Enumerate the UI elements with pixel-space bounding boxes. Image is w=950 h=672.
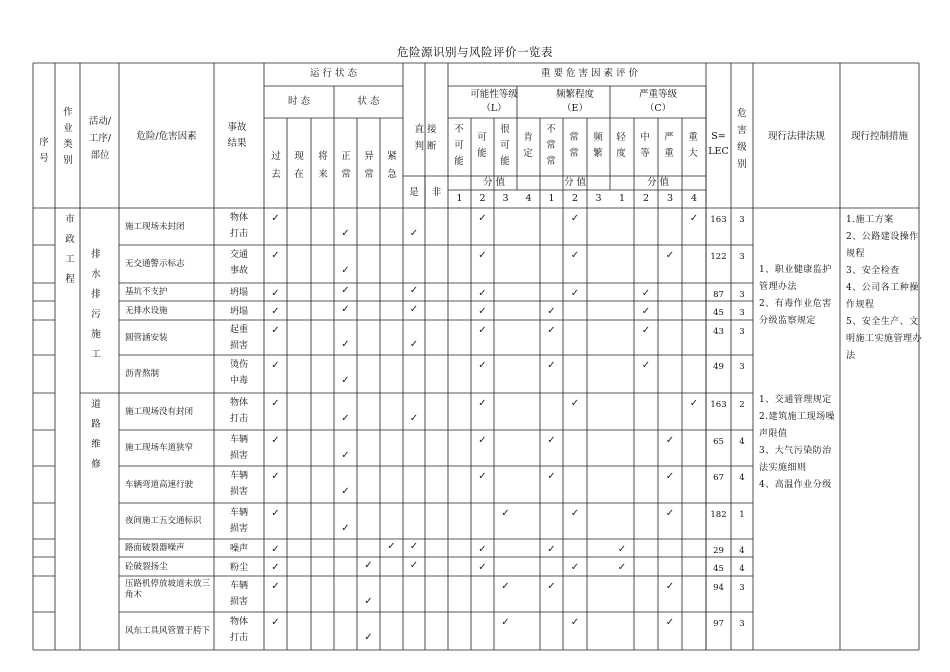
check-state: ✓	[364, 560, 373, 571]
header-s-lec-2: LEC	[708, 146, 729, 157]
check-C: ✓	[665, 617, 675, 628]
check-time: ✓	[271, 581, 280, 592]
header-activity: 活动/ 工序/ 部位	[88, 116, 112, 161]
check-L: ✓	[478, 435, 487, 446]
row-hazard: 压路机停放坡道未放三角木	[125, 579, 211, 600]
header-yes: 是	[409, 187, 419, 198]
header-score-num: 2	[642, 193, 650, 204]
check-L: ✓	[478, 325, 487, 336]
header-laws: 现行法律法规	[767, 131, 825, 142]
check-L: ✓	[478, 398, 487, 409]
check-state: ✓	[387, 541, 396, 552]
check-time: ✓	[271, 398, 280, 409]
row-s-lec: 163	[710, 400, 727, 410]
row-level: 3	[739, 290, 745, 300]
row-hazard: 无交通警示标志	[125, 259, 185, 269]
header-run-state: 运 行 状 态	[309, 68, 358, 79]
header-controls: 现行控制措施	[850, 131, 908, 142]
check-E: ✓	[547, 581, 556, 592]
activity-road: 道 路 维 修	[91, 399, 101, 470]
header-E1: 不 常 常	[546, 124, 556, 167]
row-result: 坍塌	[229, 306, 248, 317]
row-hazard: 无排水设施	[125, 305, 168, 316]
row-s-lec: 87	[713, 290, 724, 300]
header-L4: 肯 定	[523, 132, 533, 159]
check-E: ✓	[547, 471, 556, 482]
row-result: 噪声	[229, 544, 248, 554]
row-hazard: 圆管涵安装	[125, 332, 168, 343]
check-E: ✓	[570, 250, 580, 261]
header-score-num: 4	[525, 193, 532, 204]
check-state: ✓	[341, 265, 350, 276]
row-s-lec: 45	[713, 564, 724, 574]
header-E2: 常 常	[569, 132, 579, 159]
row-hazard: 沥青熬制	[125, 369, 160, 379]
check-direct-yes: ✓	[409, 228, 419, 239]
header-E-code: （E）	[562, 103, 588, 114]
check-time: ✓	[271, 435, 280, 446]
header-L3: 很 可 能	[500, 124, 510, 167]
check-L: ✓	[478, 288, 487, 299]
header-E3: 频 繁	[593, 132, 603, 159]
row-level: 2	[739, 400, 745, 410]
header-score-num: 1	[618, 193, 626, 204]
header-C4: 重 大	[688, 132, 698, 159]
row-result: 交通 事故	[229, 250, 248, 276]
header-direct: 直 接	[414, 124, 437, 135]
row-result: 物体 打击	[229, 617, 248, 643]
check-direct-yes: ✓	[409, 413, 419, 424]
header-L-title: 可能性等级	[470, 89, 518, 100]
row-level: 4	[739, 546, 745, 556]
check-time: ✓	[271, 288, 280, 299]
row-hazard: 风东工具风管置于胯下	[125, 626, 211, 636]
header-score-E: 分 值	[563, 177, 587, 188]
header-score-num: 2	[571, 193, 579, 204]
check-direct-yes: ✓	[409, 560, 419, 571]
row-result: 粉尘	[229, 562, 248, 573]
row-level: 3	[739, 619, 745, 629]
row-result: 物体 打击	[229, 398, 248, 424]
row-hazard: 夜间施工五交通标识	[125, 516, 202, 526]
check-state: ✓	[364, 596, 373, 607]
header-score-L: 分 值	[482, 177, 506, 188]
header-score-num: 2	[479, 193, 486, 204]
header-s-lec: S=	[711, 131, 726, 142]
laws-group-2: 1、交通管理规定 2.建筑施工现场噪声限值 3、大气污染防治法实施细则 4、高温作业分级	[759, 395, 836, 490]
laws-group-1: 1、职业健康监护管理办法 2、有毒作业危害分级监察规定	[759, 265, 832, 326]
header-direct-2: 判 断	[414, 141, 437, 152]
page-title: 危险源识别与风险评价一览表	[397, 45, 553, 59]
header-present: 现 在	[294, 151, 304, 180]
check-C: ✓	[665, 250, 675, 261]
check-E: ✓	[547, 360, 556, 371]
check-state: ✓	[364, 632, 373, 643]
check-state: ✓	[341, 375, 350, 386]
check-C: ✓	[641, 306, 651, 317]
check-time: ✓	[271, 617, 280, 628]
check-L: ✓	[478, 306, 487, 317]
check-time: ✓	[271, 360, 280, 371]
check-direct-yes: ✓	[409, 339, 419, 350]
header-result: 事故 结果	[227, 122, 247, 149]
check-time: ✓	[271, 306, 280, 317]
check-L: ✓	[478, 360, 487, 371]
header-hazard: 危险/危害因素	[136, 131, 197, 142]
row-s-lec: 45	[713, 308, 724, 318]
row-level: 4	[739, 564, 745, 574]
check-state: ✓	[341, 228, 350, 239]
check-state: ✓	[341, 285, 350, 296]
header-score-num: 1	[548, 193, 555, 204]
check-E: ✓	[570, 398, 580, 409]
row-s-lec: 94	[713, 583, 724, 593]
header-score-num: 3	[666, 193, 674, 204]
check-L: ✓	[478, 213, 487, 224]
header-L-code: （L）	[481, 103, 507, 114]
header-work-type: 作 业 类 别	[63, 107, 73, 166]
row-level: 4	[739, 473, 745, 483]
check-E: ✓	[570, 562, 580, 573]
row-result: 车辆 损害	[229, 471, 248, 497]
controls-list: 1.施工方案 2、公路建设操作规程 3、安全检查 4、公司各工种操作规程 5、安全生产、文明施工实施管理办法	[846, 215, 923, 361]
row-hazard: 车辆弯道高速行驶	[125, 479, 194, 490]
row-s-lec: 67	[713, 473, 724, 483]
check-C: ✓	[641, 288, 651, 299]
check-time: ✓	[271, 508, 280, 519]
check-C: ✓	[689, 398, 699, 409]
check-E: ✓	[547, 435, 556, 446]
check-C: ✓	[617, 544, 627, 555]
header-score-C: 分 值	[646, 177, 670, 188]
row-result: 车辆 损害	[229, 435, 248, 461]
header-score-num: 4	[690, 193, 698, 204]
row-level: 3	[739, 362, 745, 372]
row-s-lec: 29	[713, 546, 724, 556]
header-E-title: 频繁程度	[555, 89, 594, 100]
check-E: ✓	[547, 544, 556, 555]
work-type: 市 政 工 程	[65, 214, 75, 285]
header-C2: 中 等	[640, 132, 650, 159]
header-key-eval: 重 要 危 害 因 素 评 价	[540, 68, 639, 79]
check-state: ✓	[341, 339, 350, 350]
row-level: 3	[739, 215, 745, 225]
check-C: ✓	[665, 435, 675, 446]
header-L1: 不 可 能	[454, 124, 464, 167]
row-level: 3	[739, 583, 745, 593]
header-score-num: 3	[595, 193, 602, 204]
header-abnormal: 异 常	[364, 151, 374, 180]
row-result: 坍塌	[229, 288, 248, 298]
check-E: ✓	[570, 508, 580, 519]
check-time: ✓	[271, 325, 280, 336]
check-state: ✓	[341, 450, 350, 461]
activity-drainage: 排 水 排 污 施 工	[91, 249, 101, 360]
check-time: ✓	[271, 562, 280, 573]
header-C-title: 严重等级	[638, 89, 677, 100]
row-result: 车辆 损害	[229, 508, 248, 534]
header-future: 将 来	[318, 151, 328, 180]
check-E: ✓	[570, 288, 580, 299]
row-hazard: 施工现场车道狭窄	[125, 443, 194, 453]
row-level: 3	[739, 327, 745, 337]
check-E: ✓	[570, 617, 580, 628]
check-time: ✓	[271, 471, 280, 482]
row-level: 3	[739, 308, 745, 318]
check-direct-yes: ✓	[409, 541, 419, 552]
header-tense: 时 态	[287, 96, 311, 107]
check-C: ✓	[617, 562, 627, 573]
header-seq: 序 号	[39, 137, 49, 164]
check-C: ✓	[665, 581, 675, 592]
check-L: ✓	[478, 562, 487, 573]
check-state: ✓	[341, 523, 350, 534]
row-result: 物体 打击	[229, 213, 248, 239]
row-hazard: 路面破裂器噪声	[125, 543, 185, 553]
header-C3: 严 重	[664, 132, 674, 159]
check-L: ✓	[478, 544, 487, 555]
header-state: 状 态	[357, 96, 380, 107]
header-normal: 正 常	[341, 151, 351, 180]
header-score-num: 1	[456, 193, 463, 204]
header-L2: 可 能	[477, 132, 487, 159]
check-state: ✓	[341, 486, 350, 497]
check-L: ✓	[501, 508, 510, 519]
header-urgent: 紧 急	[387, 151, 397, 180]
row-s-lec: 97	[713, 619, 724, 629]
row-level: 4	[739, 437, 745, 447]
row-s-lec: 43	[713, 327, 724, 337]
check-L: ✓	[478, 250, 487, 261]
row-s-lec: 122	[710, 252, 727, 262]
header-score-num: 3	[502, 193, 509, 204]
row-hazard: 施工现场没有封闭	[125, 406, 194, 417]
check-E: ✓	[547, 306, 556, 317]
row-s-lec: 65	[713, 437, 724, 447]
header-level: 危 害 级 别	[737, 108, 747, 170]
row-level: 1	[739, 510, 745, 520]
row-hazard: 砼破裂扬尘	[125, 561, 168, 572]
check-time: ✓	[271, 544, 280, 555]
check-state: ✓	[341, 304, 350, 315]
check-direct-yes: ✓	[409, 285, 419, 296]
check-C: ✓	[665, 508, 675, 519]
row-result: 车辆 损害	[229, 581, 248, 607]
check-C: ✓	[641, 325, 651, 336]
check-time: ✓	[271, 250, 280, 261]
check-C: ✓	[689, 213, 699, 224]
row-s-lec: 163	[710, 215, 727, 225]
row-result: 起重 损害	[229, 325, 248, 351]
row-hazard: 基坑不支护	[125, 287, 168, 297]
check-C: ✓	[641, 360, 651, 371]
row-hazard: 施工现场未封闭	[125, 221, 185, 232]
check-E: ✓	[570, 213, 580, 224]
check-direct-yes: ✓	[409, 304, 419, 315]
header-past: 过 去	[271, 151, 281, 180]
row-result: 烫伤 中毒	[229, 360, 248, 386]
check-L: ✓	[478, 471, 487, 482]
header-C-code: （C）	[644, 103, 672, 114]
check-state: ✓	[341, 413, 350, 424]
row-level: 3	[739, 252, 745, 262]
header-no: 非	[431, 187, 442, 198]
header-C1: 轻 度	[616, 132, 626, 159]
check-E: ✓	[547, 325, 556, 336]
check-C: ✓	[665, 471, 675, 482]
check-L: ✓	[501, 581, 510, 592]
check-L: ✓	[501, 617, 510, 628]
check-time: ✓	[271, 213, 280, 224]
row-s-lec: 182	[710, 510, 727, 520]
row-s-lec: 49	[713, 362, 724, 372]
